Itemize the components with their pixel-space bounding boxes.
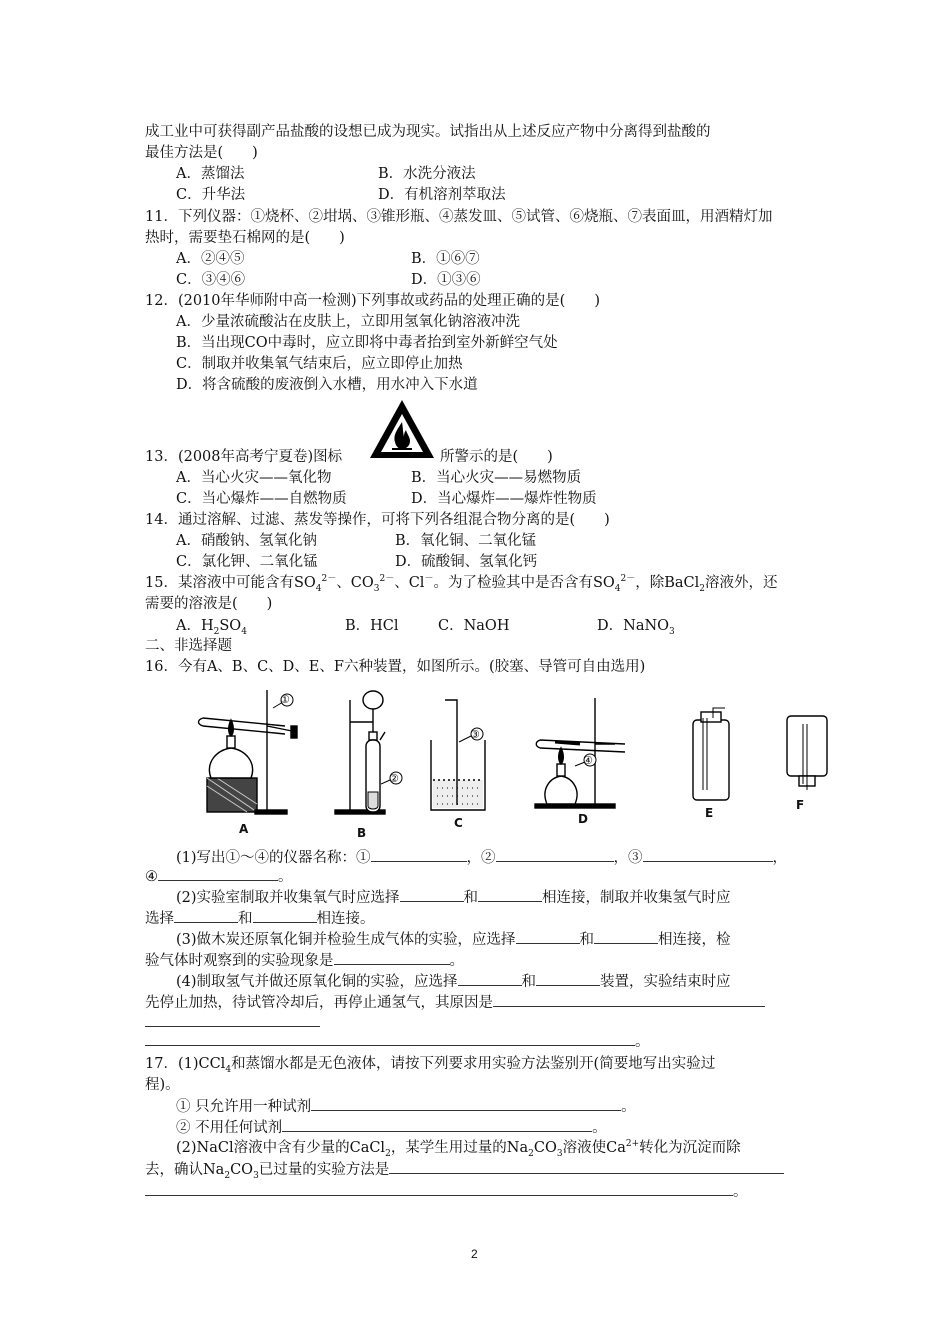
q17-item1: ① 只允许用一种试剂 。 <box>176 1096 636 1117</box>
page-number: 2 <box>471 1247 478 1261</box>
answer-line[interactable] <box>145 1026 320 1027</box>
answer-blank[interactable] <box>311 1096 621 1111</box>
figure-label-e: E <box>705 806 714 820</box>
q16-stem: 16．今有A、B、C、D、E、F六种装置，如图所示。(胶塞、导管可自由选用) <box>145 659 646 675</box>
answer-blank[interactable] <box>389 1159 784 1174</box>
q11-line1: 11．下列仪器：①烧杯、②坩埚、③锥形瓶、④蒸发皿、⑤试管、⑥烧瓶、⑦表面皿，用酒精灯加 <box>145 209 773 225</box>
flammable-warning-icon <box>368 398 436 460</box>
q13-stem-suffix: 所警示的是( ) <box>440 449 553 465</box>
q12-option-b: B．当出现CO中毒时，应立即将中毒者抬到室外新鲜空气处 <box>176 335 558 351</box>
q15-option-a: A．$H_2SO_4$ <box>176 618 247 637</box>
circled-4: ④ <box>583 754 593 767</box>
circled-3: ③ <box>470 728 480 741</box>
answer-blank[interactable] <box>643 847 773 862</box>
apparatus-e <box>693 708 729 800</box>
q11-option-d: D．①③⑥ <box>411 272 481 288</box>
figure-label-a: A <box>239 822 249 836</box>
q17-item2: ② 不用任何试剂 。 <box>176 1117 607 1138</box>
apparatus-figure <box>195 680 835 840</box>
answer-blank[interactable] <box>371 847 467 862</box>
q16-part4: (4)制取氢气并做还原氧化铜的实验，应选择 和 装置，实验结束时应 <box>176 971 731 992</box>
q11-option-c: C．③④⑥ <box>176 272 246 288</box>
answer-blank[interactable] <box>174 908 238 923</box>
answer-blank[interactable] <box>145 1181 733 1196</box>
q10-option-b: B．水洗分液法 <box>378 166 476 182</box>
q17-line1: 17．(1)CCl$_4$和蒸馏水都是无色液体，请按下列要求用实验方法鉴别开(简要地写出实验过 <box>145 1056 716 1075</box>
answer-blank[interactable] <box>493 992 765 1007</box>
apparatus-b <box>335 691 402 814</box>
circled-2: ② <box>389 772 399 785</box>
q16-part4-cont: 先停止加热，待试管冷却后，再停止通氢气，其原因是 <box>145 992 765 1013</box>
q15-option-b: B．HCl <box>345 618 399 634</box>
answer-blank[interactable] <box>536 971 600 986</box>
q14-option-d: D．硫酸铜、氢氧化钙 <box>395 554 538 570</box>
q16-part4-end: 。 <box>145 1031 650 1052</box>
q16-part1: (1)写出①～④的仪器名称：① ，② ，③ ， <box>176 847 787 868</box>
q10-option-d: D．有机溶剂萃取法 <box>378 187 506 203</box>
figure-label-f: F <box>796 798 805 812</box>
q15-option-c: C．NaOH <box>438 618 510 634</box>
q11-line2: 热时，需要垫石棉网的是( ) <box>145 230 345 246</box>
apparatus-f <box>787 716 827 790</box>
q10-option-c: C．升华法 <box>176 187 246 203</box>
answer-blank[interactable] <box>145 1031 635 1046</box>
q13-option-c: C．当心爆炸——自燃物质 <box>176 491 347 507</box>
q15-line2: 需要的溶液是( ) <box>145 596 273 612</box>
section-heading: 二、非选择题 <box>145 638 232 654</box>
q10-option-a: A．蒸馏法 <box>176 166 245 182</box>
answer-blank[interactable] <box>253 908 317 923</box>
q13-option-b: B．当心火灾——易燃物质 <box>411 470 582 486</box>
q10-line1: 成工业中可获得副产品盐酸的设想已成为现实。试指出从上述反应产物中分离得到盐酸的 <box>145 124 711 140</box>
q15-option-d: D．NaNO$_3$ <box>597 618 675 637</box>
answer-blank[interactable] <box>334 950 450 965</box>
figure-label-c: C <box>454 816 463 830</box>
q15-line1: 15．某溶液中可能含有$SO_4^{2-}$、$CO_3^{2-}$、Cl－。为了检验其中是否含有$SO_4^{2-}$，除BaCl$_2$溶液外，还 <box>145 574 778 594</box>
q17-part2-cont: 去，确认$Na_2CO_3$已过量的实验方法是 <box>145 1159 784 1180</box>
answer-blank[interactable] <box>496 847 614 862</box>
q12-option-d: D．将含硫酸的废液倒入水槽，用水冲入下水道 <box>176 377 478 393</box>
q12-option-c: C．制取并收集氧气结束后，应立即停止加热 <box>176 356 463 372</box>
answer-blank[interactable] <box>282 1117 592 1132</box>
answer-blank[interactable] <box>594 929 658 944</box>
q16-part2-cont: 选择 和 相连接。 <box>145 908 375 929</box>
figure-label-d: D <box>578 812 588 826</box>
answer-blank[interactable] <box>516 929 580 944</box>
answer-blank[interactable] <box>458 971 522 986</box>
q17-line2: 程)。 <box>145 1077 180 1093</box>
answer-blank[interactable] <box>400 887 464 902</box>
q12-option-a: A．少量浓硫酸沾在皮肤上，立即用氢氧化钠溶液冲洗 <box>176 314 520 330</box>
q14-option-a: A．硝酸钠、氢氧化钠 <box>176 533 317 549</box>
q12-stem: 12．(2010年华师附中高一检测)下列事故或药品的处理正确的是( ) <box>145 293 600 309</box>
q16-part2: (2)实验室制取并收集氧气时应选择 和 相连接，制取并收集氢气时应 <box>176 887 731 908</box>
q11-option-a: A．②④⑤ <box>176 251 245 267</box>
apparatus-a <box>199 690 298 814</box>
q17-part2-end: 。 <box>145 1181 748 1202</box>
q11-option-b: B．①⑥⑦ <box>411 251 480 267</box>
circled-1: ① <box>280 693 290 706</box>
q10-line2: 最佳方法是( ) <box>145 145 258 161</box>
answer-blank[interactable] <box>158 866 278 881</box>
q14-option-b: B．氧化铜、二氧化锰 <box>395 533 537 549</box>
q14-option-c: C．氯化钾、二氧化锰 <box>176 554 318 570</box>
q13-option-a: A．当心火灾——氧化物 <box>176 470 332 486</box>
answer-blank[interactable] <box>478 887 542 902</box>
apparatus-c <box>431 700 485 810</box>
q14-stem: 14．通过溶解、过滤、蒸发等操作，可将下列各组混合物分离的是( ) <box>145 512 610 528</box>
q13-option-d: D．当心爆炸——爆炸性物质 <box>411 491 597 507</box>
q17-part2: (2)NaCl溶液中含有少量的CaCl$_2$，某学生用过量的$Na_2CO_3$溶液使$Ca^{2+}$转化为沉淀而除 <box>176 1139 741 1159</box>
apparatus-d <box>535 698 625 808</box>
q16-part3-cont: 验气体时观察到的实验现象是 。 <box>145 950 464 971</box>
q13-stem-prefix: 13．(2008年高考宁夏卷)图标 <box>145 449 343 465</box>
figure-label-b: B <box>357 826 367 840</box>
q16-part1-cont: ④ 。 <box>145 866 293 887</box>
q16-part3: (3)做木炭还原氧化铜并检验生成气体的实验，应选择 和 相连接，检 <box>176 929 731 950</box>
